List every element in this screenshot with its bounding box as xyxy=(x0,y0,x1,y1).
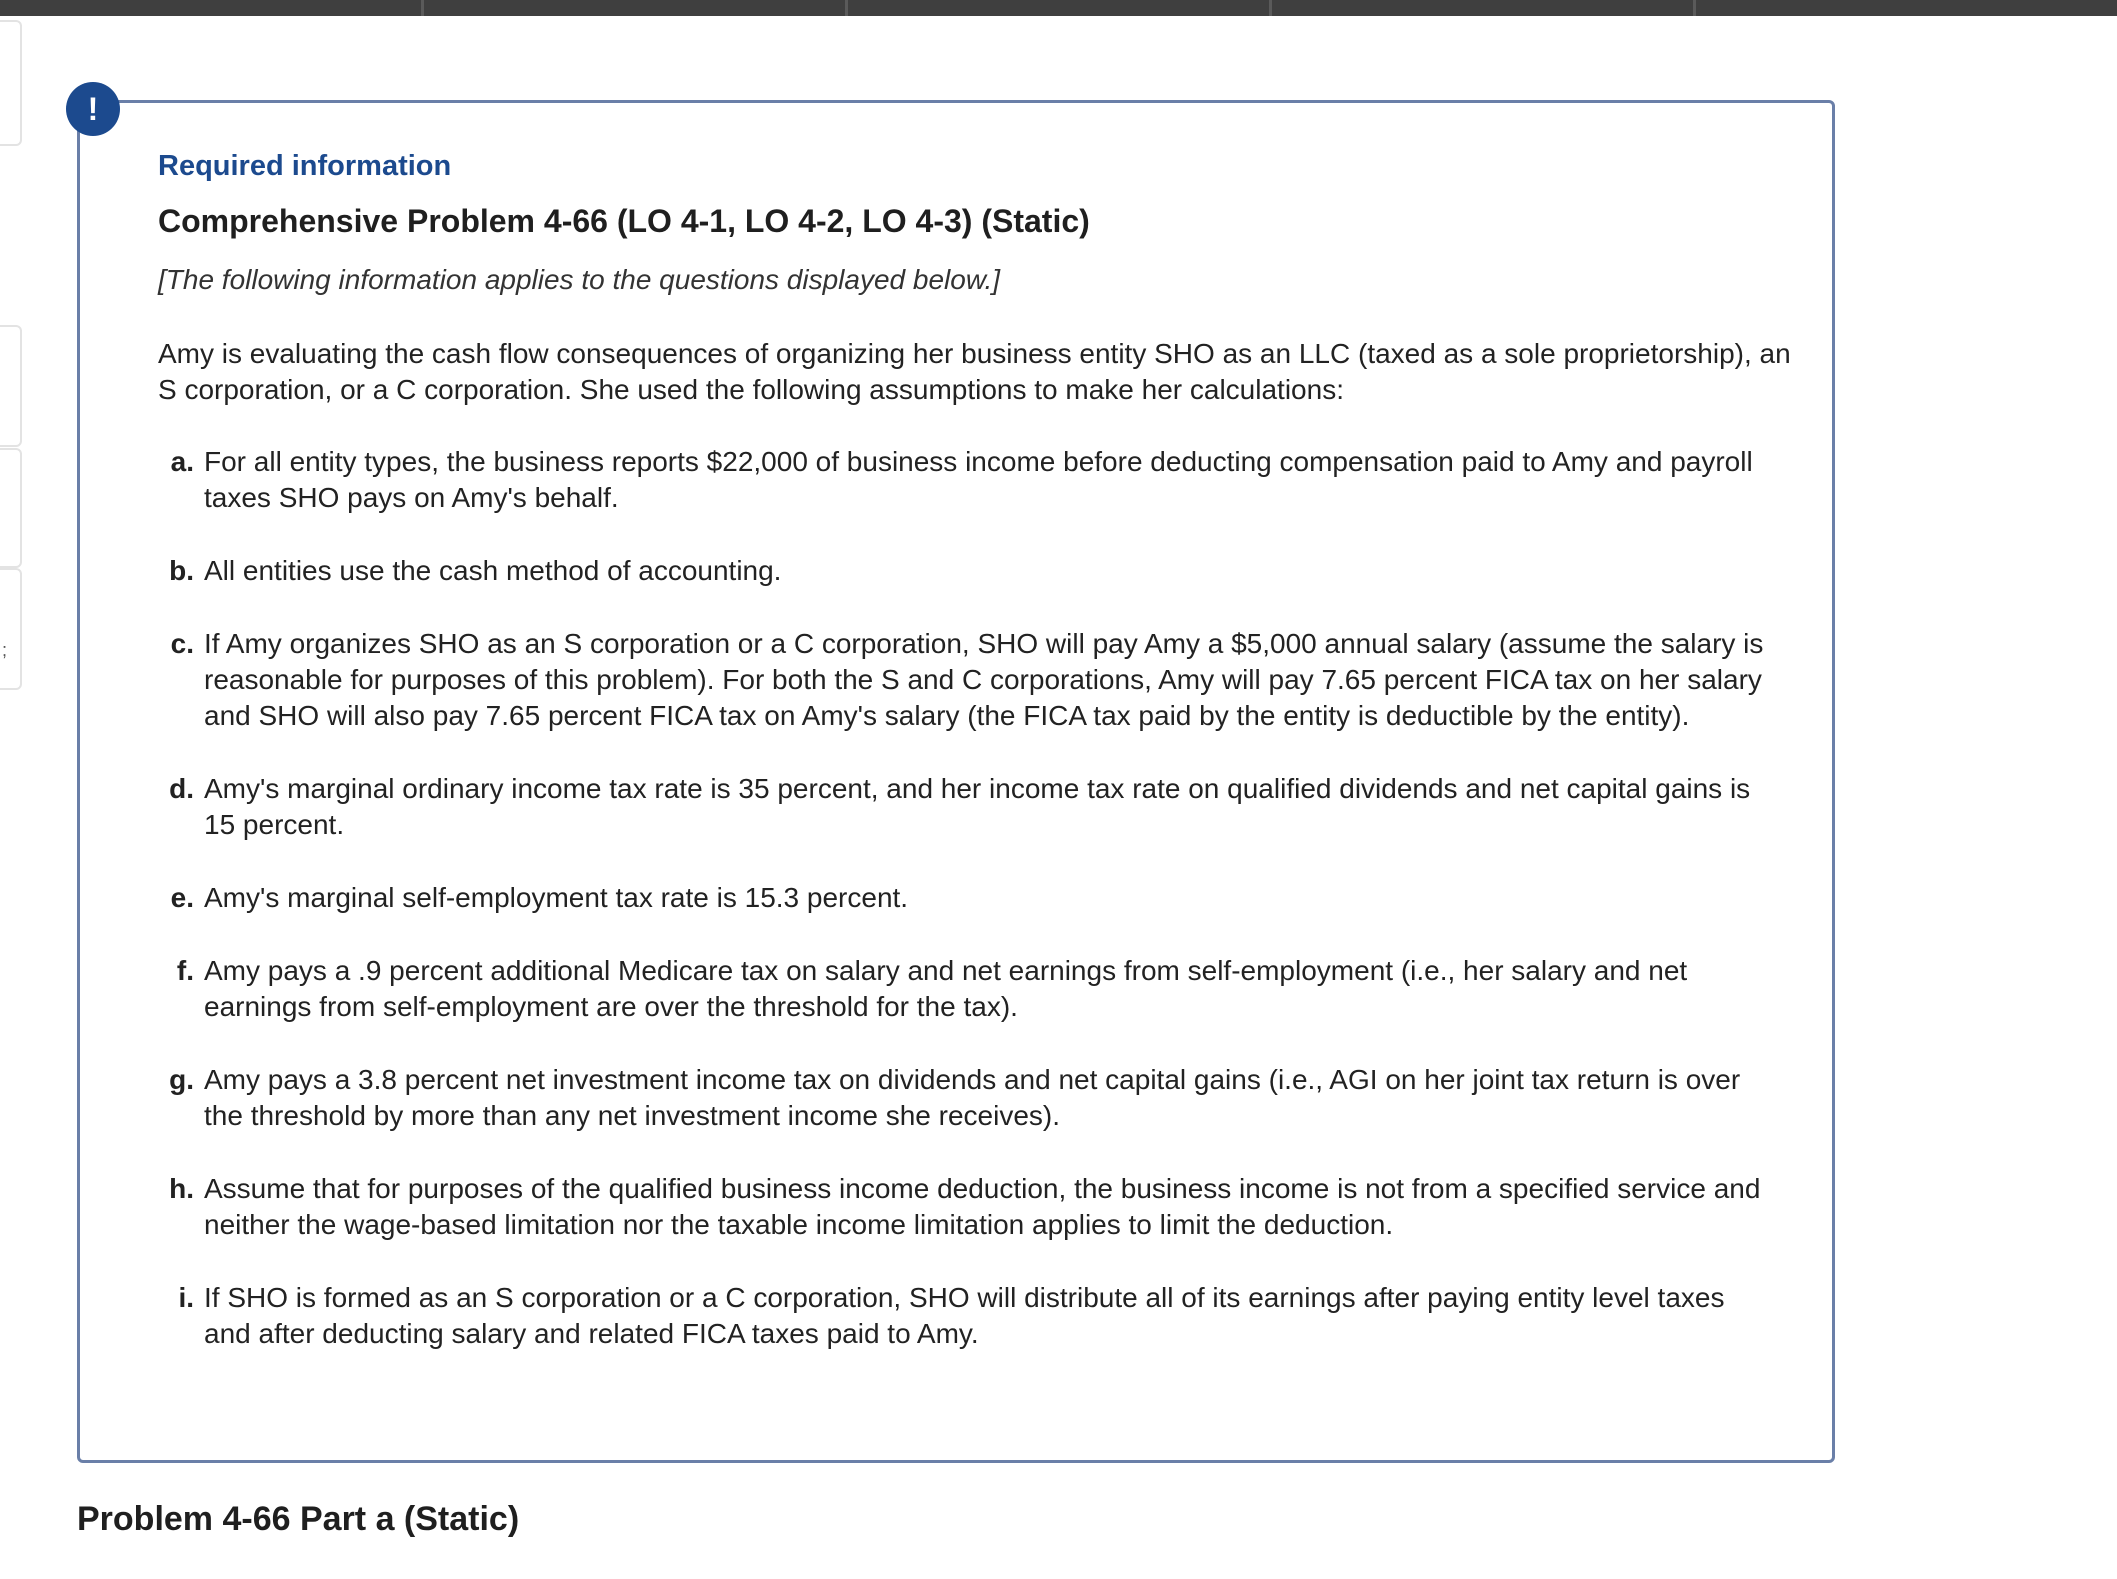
side-marker: ; xyxy=(2,640,8,660)
assumption-text: Amy pays a 3.8 percent net investment income tax on dividends and net capital gains (i.e., AGI on her joint tax return is over the threshold by more than any net investment income she receives). xyxy=(204,1064,1741,1131)
assumption-letter: h. xyxy=(169,1173,194,1204)
assumption-item xyxy=(158,880,1778,916)
assumption-text: For all entity types, the business reports $22,000 of business income before deducting compensation paid to Amy and payroll taxes SHO pays on Amy's behalf. xyxy=(204,446,1753,513)
top-navigation-bar xyxy=(0,0,2117,16)
side-tab[interactable] xyxy=(0,325,22,447)
assumption-text: Assume that for purposes of the qualified business income deduction, the business income is not from a specified service and neither the wage-based limitation nor the taxable income limitation applies to limit the deduction. xyxy=(204,1173,1761,1240)
side-tab[interactable] xyxy=(0,568,22,690)
assumption-letter: c. xyxy=(170,628,194,659)
assumption-letter: b. xyxy=(169,555,194,586)
top-bar-segment[interactable] xyxy=(424,0,848,16)
assumption-text: Amy's marginal self-employment tax rate is 15.3 percent. xyxy=(204,882,909,913)
top-bar-segment[interactable] xyxy=(1272,0,1696,16)
assumption-text: Amy's marginal ordinary income tax rate is 35 percent, and her income tax rate on qualified dividends and net capital gains is 15 percent. xyxy=(204,773,1751,840)
exclamation-icon: ! xyxy=(66,82,120,136)
side-tab[interactable] xyxy=(0,448,22,568)
side-tab[interactable] xyxy=(0,20,22,146)
intro-paragraph: Amy is evaluating the cash flow consequences of organizing her business entity SHO as an LLC (taxed as a sole proprietorship), an S corporation, or a C corporation. She used the following assumptions to make her calculations: xyxy=(158,338,1791,405)
required-information-label: Required information xyxy=(158,150,452,182)
assumption-item xyxy=(158,1171,1778,1243)
assumption-text: If Amy organizes SHO as an S corporation or a C corporation, SHO will pay Amy a $5,000 annual salary (assume the salary is reasonable for purposes of this problem). For both the S and C corporations, Amy will pay 7.65 percent FICA tax on her salary and SHO will also pay 7.65 percent FICA tax on Amy's salary (the FICA tax paid by the entity is deductible by the entity). xyxy=(204,628,1764,731)
assumption-text: All entities use the cash method of accounting. xyxy=(204,555,782,586)
assumption-item xyxy=(158,553,1778,589)
assumption-item xyxy=(158,444,1778,516)
assumption-text: If SHO is formed as an S corporation or a C corporation, SHO will distribute all of its earnings after paying entity level taxes and after deducting salary and related FICA taxes paid to Amy. xyxy=(204,1282,1725,1349)
assumption-item xyxy=(158,771,1778,843)
assumption-item xyxy=(158,626,1778,734)
assumption-letter: i. xyxy=(178,1282,194,1313)
assumption-item xyxy=(158,953,1778,1025)
top-bar-segment[interactable] xyxy=(1696,0,2117,16)
assumption-text: Amy pays a .9 percent additional Medicare tax on salary and net earnings from self-employment (i.e., her salary and net earnings from self-employment are over the threshold for the tax). xyxy=(204,955,1688,1022)
info-note: [The following information applies to the questions displayed below.] xyxy=(158,264,1001,295)
assumption-letter: e. xyxy=(170,882,194,913)
assumptions-list xyxy=(158,444,1778,1389)
top-bar-segment[interactable] xyxy=(848,0,1272,16)
assumption-letter: a. xyxy=(170,446,194,477)
top-bar-segment[interactable] xyxy=(0,0,424,16)
part-heading: Problem 4-66 Part a (Static) xyxy=(77,1500,520,1538)
assumption-item xyxy=(158,1280,1778,1352)
assumption-item xyxy=(158,1062,1778,1134)
assumption-letter: f. xyxy=(176,955,194,986)
assumption-letter: d. xyxy=(169,773,194,804)
problem-title: Comprehensive Problem 4-66 (LO 4-1, LO 4-2, LO 4-3) (Static) xyxy=(158,203,1090,239)
assumption-letter: g. xyxy=(169,1064,194,1095)
